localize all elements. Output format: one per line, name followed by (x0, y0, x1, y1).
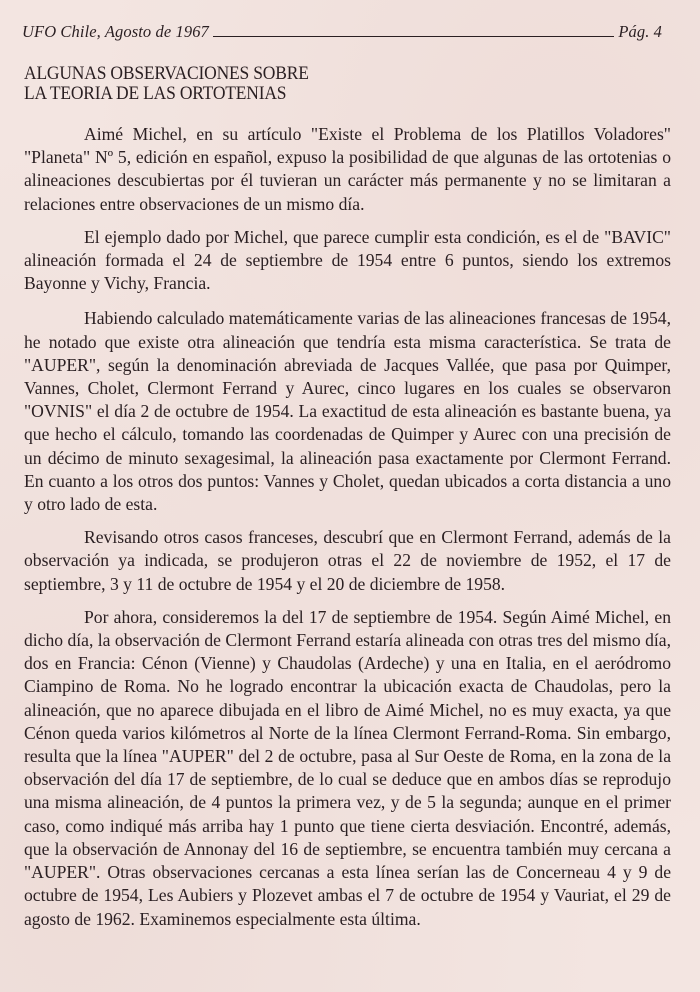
header-rule (213, 36, 614, 37)
article-title (24, 64, 309, 104)
article-body (24, 123, 671, 941)
page-number: Pág. 4 (618, 22, 662, 41)
paragraph: Aimé Michel, en su artículo "Existe el Problema de los Platillos Voladores" "Planeta" Nº 5, edición en español, expuso la posibilidad de que algunas de las ortotenias o alineaciones descubiertas por él tuvieran un carácter más permanente y no se limitaran a relaciones entre observaciones de un mismo día. (24, 124, 671, 214)
article-title-line-1: ALGUNAS OBSERVACIONES SOBRE (24, 63, 309, 84)
paragraph: Habiendo calculado matemáticamente varias de las alineaciones francesas de 1954, he notado que existe otra alineación que tendría esta misma característica. Se trata de "AUPER", según la denominación abreviada de Jacques Vallée, que pasa por Quimper, Vannes, Cholet, Clermont Ferrand y Aurec, cinco lugares en los cuales se observaron "OVNIS" el día 2 de octubre de 1954. La exactitud de esta alineación es bastante buena, ya que hecho el cálculo, tomando las coordenadas de Quimper y Aurec con una precisión de un décimo de minuto sexagesimal, la alineación pasa exactamente por Clermont Ferrand. En cuanto a los otros dos puntos: Vannes y Cholet, quedan ubicados a corta distancia a uno y otro lado de esta. (24, 308, 671, 515)
article-title-line-2: LA TEORIA DE LAS ORTOTENIAS (24, 83, 287, 104)
paragraph: Por ahora, consideremos la del 17 de septiembre de 1954. Según Aimé Michel, en dicho día, la observación de Clermont Ferrand estaría alineada con otras tres del mismo día, dos en Francia: Cénon (Vienne) y Chaudolas (Ardeche) y una en Italia, en el aeródromo Ciampino de Roma. No he logrado encontrar la ubicación exacta de Chaudolas, pero la alineación, que no aparece dibujada en el libro de Aimé Michel, no es muy exacta, ya que Cénon queda varios kilómetros al Norte de la línea Clermont Ferrand-Roma. Sin embargo, resulta que la línea "AUPER" del 2 de octubre, pasa al Sur Oeste de Roma, en la zona de la observación del día 17 de septiembre, de lo cual se deduce que en ambos días se reprodujo una misma alineación, de 4 puntos la primera vez, y de 5 la segunda; aunque en el primer caso, como indiqué más arriba hay 1 punto que tiene cierta desviación. Encontré, además, que la observación de Annonay del 16 de septiembre, se encuentra también muy cercana a "AUPER". Otras observaciones cercanas a esta línea serían las de Concerneau 4 y 9 de octubre de 1954, Les Aubiers y Plozevet ambas el 7 de octubre de 1954 y Vauriat, el 29 de agosto de 1962. Examinemos especialmente esta última. (24, 606, 671, 929)
paragraph: El ejemplo dado por Michel, que parece cumplir esta condición, es el de "BAVIC" alineación formada el 24 de septiembre de 1954 entre 6 puntos, siendo los extremos Bayonne y Vichy, Francia. (24, 226, 671, 294)
running-header (22, 22, 662, 42)
paragraph: Revisando otros casos franceses, descubrí que en Clermont Ferrand, además de la observación ya indicada, se produjeron otras el 22 de noviembre de 1952, el 17 de septiembre, 3 y 11 de octubre de 1954 y el 20 de diciembre de 1958. (24, 527, 671, 594)
publication-title: UFO Chile, Agosto de 1967 (22, 22, 209, 41)
